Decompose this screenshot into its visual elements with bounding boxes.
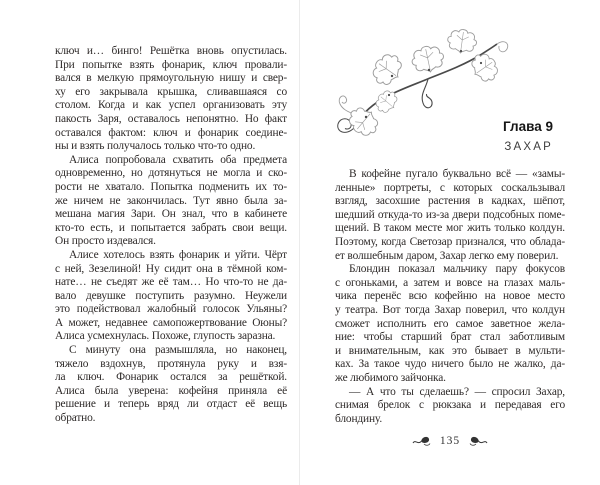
paragraph [335,263,565,385]
text-line: Он просто издевался. [55,235,156,248]
text-line: рости не хватало. Попытка подменить их то- [55,180,287,193]
chapter-heading [335,119,553,153]
text-line: же ничем не закончилась. Тут явно была за- [55,194,287,207]
fleuron-right-icon [469,435,488,447]
right-page-text [335,168,565,426]
text-line: вало девушке поступить разумно. Неужели [55,289,287,302]
page-number: 135 [439,435,461,447]
text-line: В кофейне пугало буквально всё — «замы- [349,168,565,180]
text-line: Блондин показал мальчику пару фокусов [349,263,565,276]
text-line: щений. В таком месте мог жить только колдун. [335,222,565,235]
text-line: ках. За такое чудо ничего было не жалко, да- [335,358,565,371]
text-line: ние: чтобы старший брат стал заботливым [335,331,565,344]
page-footer [335,433,565,449]
text-line: же любимого зайчонка. [335,371,446,384]
text-line: При попытке взять фонарик, ключ провали- [55,58,287,71]
text-line: снимая брелок с рюкзака и передавая его [335,399,565,412]
paragraph [335,168,565,263]
text-line: Алиса усмехнулась. Похоже, глупость заразна. [55,330,276,343]
text-line: решение и теперь вряд ли отдаст её вещь [55,398,287,411]
left-page-text [55,45,287,426]
text-line: пакость Заря, оставалось непонятно. Но факт [55,112,287,125]
text-line: с ней, Зезелиной! Ну сидит она в тёмной ком- [55,262,287,275]
text-line: ны и взять получалось только что-то одно. [55,140,256,153]
text-line: А может, недавнее самопожертвование Оюны? [55,316,287,329]
text-line: с огоньками, а затем и вовсе на глазах маль- [335,276,565,289]
text-line: тяжело вздохнув, протянула руку и взя- [55,357,287,370]
text-line: Алиса была уверена: кофейня приняла её [55,384,287,397]
text-line: столом. Когда и как успел организовать эту [55,99,287,112]
text-line: мешана магия Зари. Он знал, что в кабинете [55,208,287,221]
text-line: С минуту она размышляла, но наконец, [69,344,287,357]
chapter-number: Глава 9 [503,119,553,134]
text-line: Поэтому, когда Светозар признался, что облада- [335,235,565,248]
text-line: ленные» портреты, с которых соскальзывал [335,181,565,194]
text-line: у театра. Вот тогда Захар поверил, что колдун [335,303,565,316]
paragraph [55,154,287,249]
chapter-title: ЗАХАР [504,141,553,153]
text-line: — А что ты сделаешь? — спросил Захар, [349,385,565,398]
text-line: кто-то есть, и попытается забрать свои вещи. [55,221,287,234]
right-page [300,0,600,485]
text-line: обратно. [55,412,96,425]
text-line: чика перенёс всю кофейню на новое место [335,290,565,303]
text-line: вался в мелкую прямоугольную нишу и свер- [55,72,287,85]
text-line: шедший откуда-то из-за двери подсобных поме- [335,208,565,221]
paragraph [55,249,287,344]
paragraph [335,386,565,427]
paragraph [55,344,287,426]
text-line: ла ключ. Фонарик остался за решёткой. [55,371,287,384]
text-line: оставался фактом: ключ и фонарик соедине- [55,126,287,139]
text-line: Алиса попробовала схватить оба предмета [69,153,287,166]
text-line: сможет исполнить его самое заветное жела- [335,317,565,330]
text-line: Алисе хотелось взять фонарик и уйти. Чёрт [69,248,287,261]
paragraph [55,45,287,154]
text-line: ху его закрывала крышка, сливавшаяся со [55,85,287,98]
text-line: нате… не съедят же её там… Но что-то не да- [55,276,287,289]
fleuron-left-icon [412,435,431,447]
text-line: и внимательным, как это бывает в мульти- [335,344,565,357]
text-line: ет волшебным даром, Захар легко ему поверил. [335,249,559,262]
text-line: одновременно, но дотянуться не могла и ско- [55,167,287,180]
text-line: взгляд, засохшие растения в кадках, шёпот, [335,195,565,208]
text-line: блондину. [335,412,383,425]
text-line: это подействовал жалобный голосок Ульяны? [55,303,287,316]
text-line: ключ и… бинго! Решётка вновь опустилась. [55,45,287,57]
